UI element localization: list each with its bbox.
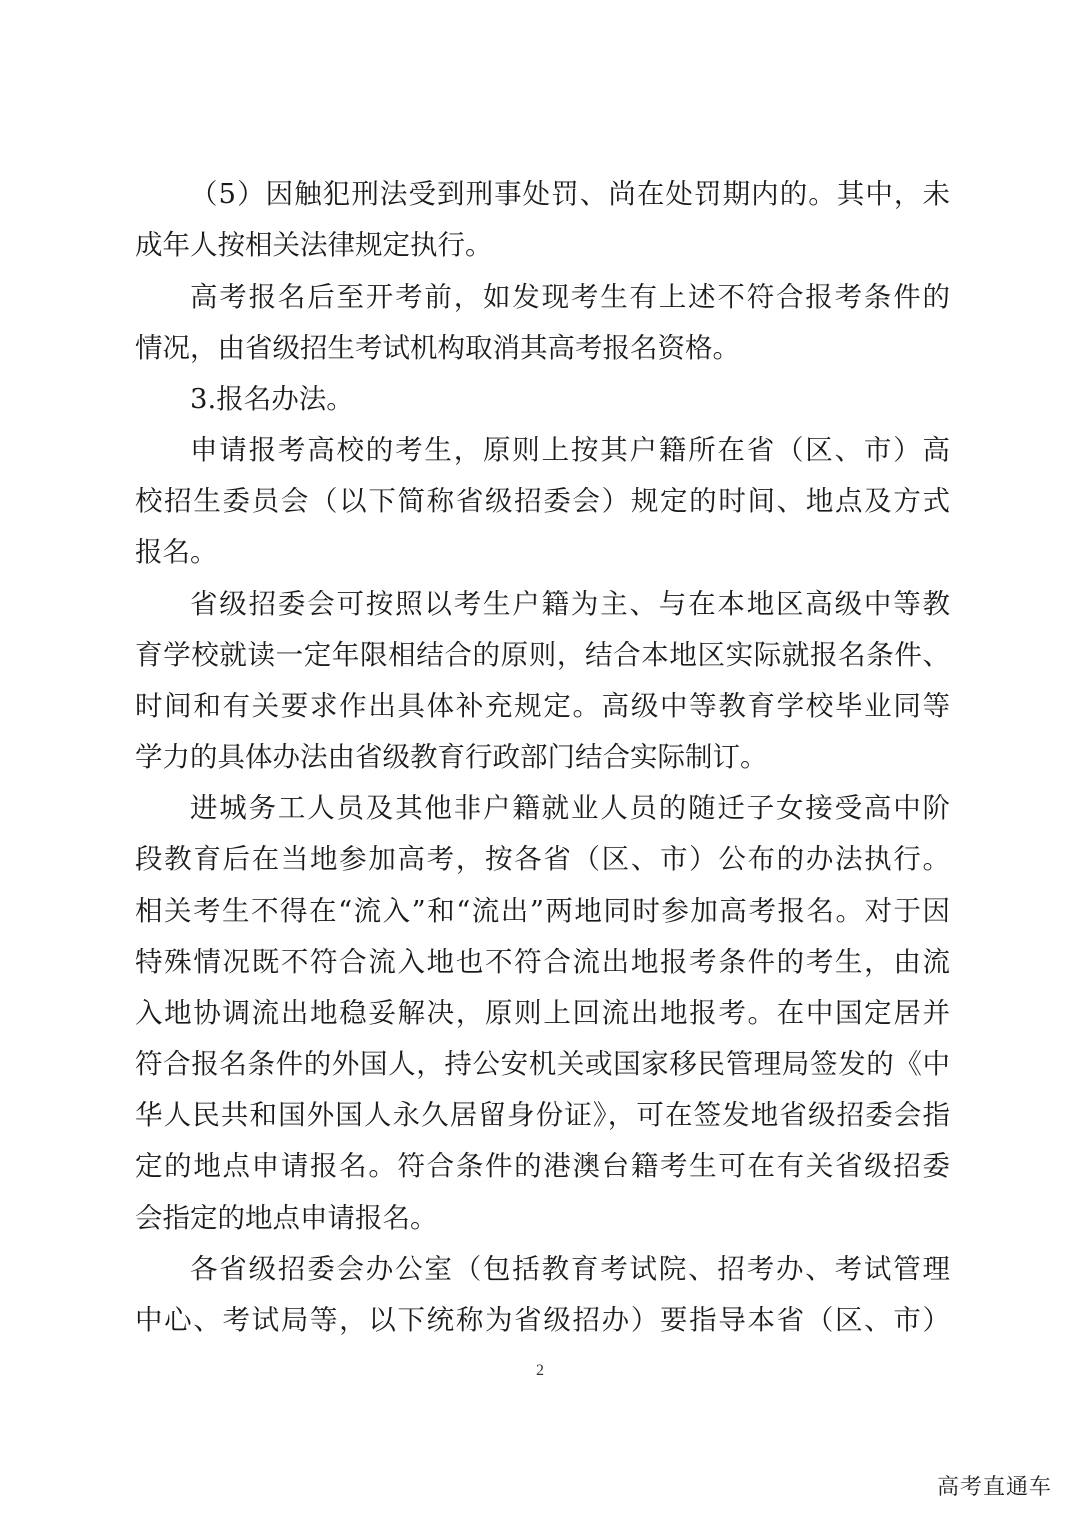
- text-line: 育学校就读一定年限相结合的原则，结合本地区实际就报名条件、: [135, 639, 950, 671]
- text-line: 校招生委员会（以下简称省级招委会）规定的时间、地点及方式: [135, 485, 950, 517]
- text-line: 定的地点申请报名。符合条件的港澳台籍考生可在有关省级招委: [135, 1150, 950, 1182]
- text-line: 段教育后在当地参加高考，按各省（区、市）公布的办法执行。: [135, 843, 950, 875]
- text-line: 成年人按相关法律规定执行。: [135, 229, 493, 261]
- text-line: 高考报名后至开考前，如发现考生有上述不符合报考条件的: [190, 281, 950, 313]
- text-line: 时间和有关要求作出具体补充规定。高级中等教育学校毕业同等: [135, 690, 950, 722]
- text-line: 学力的具体办法由省级教育行政部门结合实际制订。: [135, 741, 768, 773]
- watermark: 高考直通车: [936, 1475, 1052, 1500]
- text-line: 各省级招委会办公室（包括教育考试院、招考办、考试管理: [190, 1253, 950, 1285]
- text-line: 华人民共和国外国人永久居留身份证》，可在签发地省级招委会指: [135, 1099, 950, 1131]
- text-line: 中心、考试局等，以下统称为省级招办）要指导本省（区、市）: [135, 1304, 950, 1336]
- text-line: 会指定的地点申请报名。: [135, 1202, 438, 1234]
- text-line: 情况，由省级招生考试机构取消其高考报名资格。: [135, 332, 740, 364]
- text-line: 特殊情况既不符合流入地也不符合流出地报考条件的考生，由流: [135, 946, 950, 978]
- text-line: 报名。: [135, 536, 218, 568]
- text-line: （5）因触犯刑法受到刑事处罚、尚在处罚期内的。其中，未: [190, 178, 950, 210]
- text-line: 省级招委会可按照以考生户籍为主、与在本地区高级中等教: [190, 588, 950, 620]
- text-line: 相关考生不得在“流入”和“流出”两地同时参加高考报名。对于因: [135, 895, 950, 927]
- text-line: 进城务工人员及其他非户籍就业人员的随迁子女接受高中阶: [190, 792, 950, 824]
- text-line: 符合报名条件的外国人，持公安机关或国家移民管理局签发的《中: [135, 1048, 950, 1080]
- text-line: 入地协调流出地稳妥解决，原则上回流出地报考。在中国定居并: [135, 997, 950, 1029]
- section-heading: 3.报名办法。: [190, 383, 354, 415]
- page-number: 2: [536, 1362, 544, 1379]
- text-line: 申请报考高校的考生，原则上按其户籍所在省（区、市）高: [190, 434, 950, 466]
